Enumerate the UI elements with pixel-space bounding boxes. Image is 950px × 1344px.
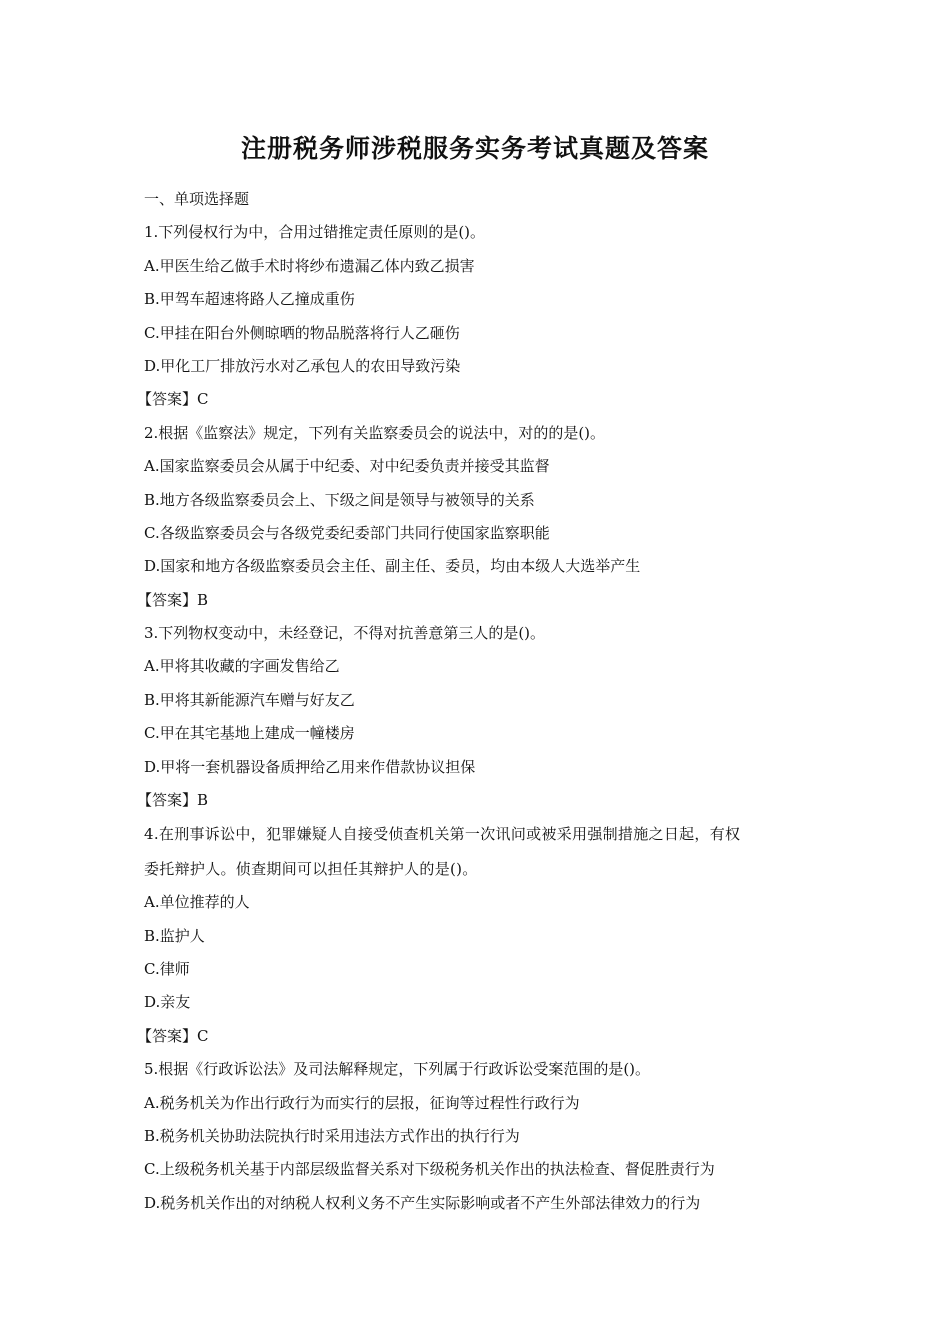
option-a: A.甲将其收藏的字画发售给乙 [144,657,340,676]
option-a: A.单位推荐的人 [144,893,250,912]
option-c: C.甲在其宅基地上建成一幢楼房 [144,724,355,743]
question-4 [137,817,824,1053]
question-2 [137,417,824,617]
question-stem-line-2: 委托辩护人。侦查期间可以担任其辩护人的是()。 [144,859,478,878]
question-stem-line-1: 4.在刑事诉讼中，犯罪嫌疑人自接受侦查机关第一次讯问或被采用强制措施之日起，有权 [144,825,741,844]
option-d: D.甲化工厂排放污水对乙承包人的农田导致污染 [144,356,461,375]
option-c: C.上级税务机关基于内部层级监督关系对下级税务机关作出的执法检查、督促胜责行为 [144,1160,715,1179]
option-d: D.税务机关作出的对纳税人权利义务不产生实际影响或者不产生外部法律效力的行为 [144,1193,701,1212]
question-stem: 2.根据《监察法》规定，下列有关监察委员会的说法中，对的的是()。 [144,423,606,442]
option-a: A.税务机关为作出行政行为而实行的层报，征询等过程性行政行为 [144,1093,580,1112]
document-title: 注册税务师涉税服务实务考试真题及答案 [240,134,709,163]
answer: 【答案】C [137,390,209,409]
option-b: B.税务机关协助法院执行时采用违法方式作出的执行行为 [144,1126,520,1145]
question-stem: 1.下列侵权行为中，合用过错推定责任原则的是()。 [144,223,486,242]
option-d: D.亲友 [144,993,191,1012]
question-5 [144,1053,824,1220]
option-a: A.国家监察委员会从属于中纪委、对中纪委负责并接受其监督 [144,457,550,476]
option-b: B.甲驾车超速将路人乙撞成重伤 [144,290,355,309]
option-d: D.甲将一套机器设备质押给乙用来作借款协议担保 [144,757,476,776]
answer: 【答案】B [137,791,209,810]
option-b: B.甲将其新能源汽车赠与好友乙 [144,690,355,709]
option-b: B.监护人 [144,926,205,945]
question-1 [137,216,824,416]
option-a: A.甲医生给乙做手术时将纱布遗漏乙体内致乙损害 [144,256,475,275]
question-stem: 5.根据《行政诉讼法》及司法解释规定，下列属于行政诉讼受案范围的是()。 [144,1060,651,1079]
question-stem: 3.下列物权变动中，未经登记，不得对抗善意第三人的是()。 [144,624,546,643]
option-c: C.各级监察委员会与各级党委纪委部门共同行使国家监察职能 [144,523,550,542]
answer: 【答案】C [137,1026,209,1045]
document-body [137,183,824,1220]
option-c: C.甲挂在阳台外侧晾晒的物品脱落将行人乙砸伤 [144,323,460,342]
option-b: B.地方各级监察委员会上、下级之间是领导与被领导的关系 [144,490,535,509]
option-d: D.国家和地方各级监察委员会主任、副主任、委员，均由本级人大选举产生 [144,557,641,576]
option-c: C.律师 [144,959,190,978]
question-3 [137,617,824,817]
section-heading: 一、单项选择题 [144,190,250,208]
answer: 【答案】B [137,590,209,609]
